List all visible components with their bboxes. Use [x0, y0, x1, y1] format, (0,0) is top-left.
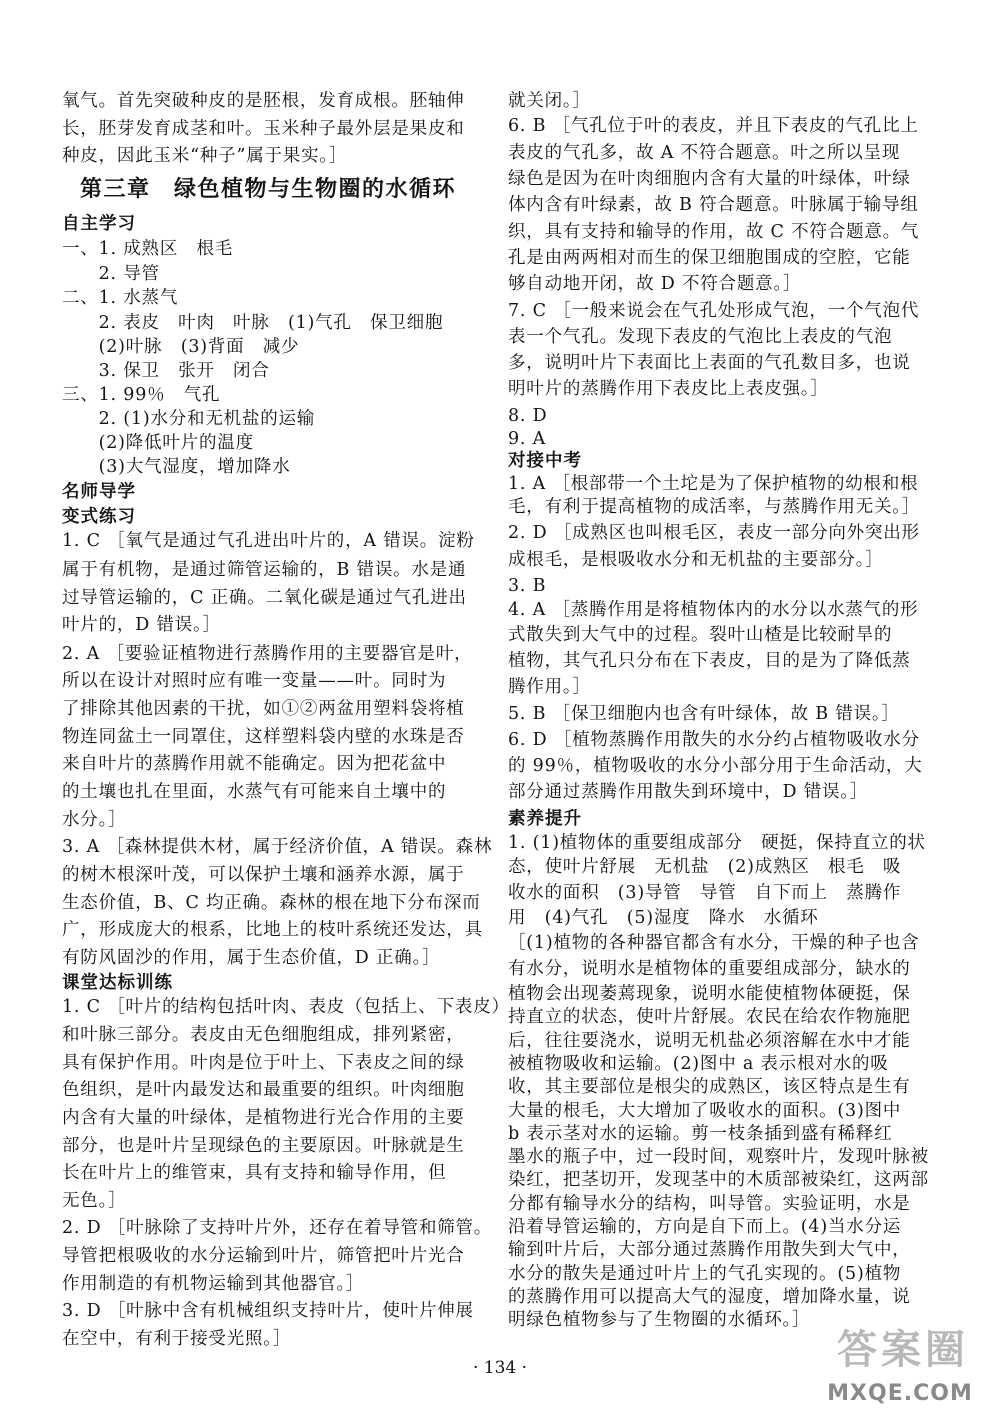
text-line: 和叶脉三部分。表皮由无色细胞组成，排列紧密， [62, 1024, 465, 1045]
text-line: 明叶片的蒸腾作用下表皮比上表皮强。］ [508, 379, 829, 400]
text-line: 分都有输导水分的结构，叫导管。实验证明，水是 [508, 1193, 911, 1214]
text-line: 3. D ［叶脉中含有机械组织支持叶片，使叶片伸展 [62, 1301, 474, 1322]
text-line: 的 99％，植物吸收的水分小部分用于生命活动，大 [508, 756, 923, 777]
text-line: ［(1)植物的各种器官都含有水分，干燥的种子也含 [508, 933, 920, 954]
chapter-title: 第三章 绿色植物与生物圈的水循环 [80, 176, 457, 202]
text-line: 有防风固沙的作用，属于生态价值，D 正确。］ [62, 947, 441, 968]
text-line: 的土壤也扎在里面，水蒸气有可能来自土壤中的 [62, 781, 447, 802]
subsection-heading: 变式练习 [62, 506, 136, 527]
text-line: 二、1. 水蒸气 [62, 288, 179, 309]
text-line: 后，往往要浇水，说明无机盐必须溶解在水中才能 [508, 1030, 911, 1051]
text-line: (3)大气湿度，增加降水 [62, 456, 291, 477]
text-line: 内含有大量的叶绿体，是植物进行光合作用的主要 [62, 1107, 465, 1128]
text-line: 3. 保卫 张开 闭合 [62, 360, 270, 381]
text-line: 毛，有利于提高植物的成活率，与蒸腾作用无关。］ [508, 497, 921, 518]
text-line: 叶片的，D 错误。］ [62, 615, 221, 636]
section-heading: 对接中考 [508, 451, 582, 472]
text-line: 收，其主要部位是根尖的成熟区，该区特点是生有 [508, 1077, 911, 1098]
text-line: 多，说明叶片下表面比上表面的气孔数目多，也说 [508, 353, 911, 374]
text-line: 2. 表皮 叶肉 叶脉 (1)气孔 保卫细胞 [62, 313, 444, 334]
section-heading: 名师导学 [62, 481, 136, 502]
text-line: 了排除其他因素的干扰，如①②两盆用塑料袋将植 [62, 699, 465, 720]
watermark-logo: 答案圈 [837, 1327, 969, 1373]
text-line: 的蒸腾作用可以提高大气的湿度，增加降水量，说 [508, 1287, 911, 1308]
text-line: (2)叶脉 (3)背面 减少 [62, 336, 300, 357]
text-line: (2)降低叶片的温度 [62, 433, 254, 454]
text-line: 输到叶片后，大部分通过蒸腾作用散失到大气中， [508, 1240, 911, 1261]
text-line: 式散失到大气中的过程。裂叶山楂是比较耐旱的 [508, 624, 893, 645]
text-line: 部分通过蒸腾作用散失到环境中，D 错误。］ [508, 782, 869, 803]
text-line: 长，胚芽发育成茎和叶。玉米种子最外层是果皮和 [62, 118, 465, 139]
text-line: 3. A ［森林提供木材，属于经济价值，A 错误。森林 [62, 837, 493, 858]
text-line: 表皮的气孔多，故 A 不符合题意。叶之所以呈现 [508, 142, 901, 163]
watermark [810, 1318, 990, 1410]
text-line: 6. D ［植物蒸腾作用散失的水分约占植物吸收水分 [508, 729, 920, 750]
text-line: 的树木根深叶茂，可以保护土壤和涵养水源，属于 [62, 864, 465, 885]
text-line: 大量的根毛，大大增加了吸收水的面积。(3)图中 [508, 1100, 902, 1121]
text-line: 氧气。首先突破种皮的是胚根，发育成根。胚轴伸 [62, 91, 465, 111]
text-line: 有水分，说明水是植物体的重要组成部分，缺水的 [508, 958, 911, 979]
page-number: · 134 · [472, 1358, 528, 1378]
text-line: 绿色是因为在叶肉细胞内含有大量的叶绿体，叶绿 [508, 168, 911, 189]
text-line: 具有保护作用。叶肉是位于叶上、下表皮之间的绿 [62, 1052, 465, 1073]
text-line: 部分，也是叶片呈现绿色的主要原因。叶脉就是生 [62, 1135, 465, 1156]
text-line: 1. (1)植物体的重要组成部分 硬挺，保持直立的状 [508, 833, 926, 854]
text-line: 织，具有支持和输导的作用，故 C 不符合题意。气 [508, 221, 920, 242]
text-line: 沿着导管运输的，方向是自下而上。(4)当水分运 [508, 1217, 902, 1238]
watermark-site: MXQE.COM [827, 1381, 973, 1406]
text-line: 成根毛，是根吸收水分和无机盐的主要部分。］ [508, 549, 884, 570]
text-line: 墨水的瓶子中，过一段时间，观察叶片，发现叶脉被 [508, 1147, 929, 1168]
text-line: 就关闭。］ [508, 91, 591, 111]
text-line: 4. A ［蒸腾作用是将植物体内的水分以水蒸气的形 [508, 600, 919, 621]
text-line: 作用制造的有机物运输到其他器官。］ [62, 1273, 365, 1294]
text-line: 广，形成庞大的根系，比地上的枝叶系统还发达，具 [62, 920, 483, 941]
text-line: 植物会出现萎蔫现象，说明水能使植物体硬挺，保 [508, 983, 911, 1004]
text-line: 态，使叶片舒展 无机盐 (2)成熟区 根毛 吸 [508, 857, 902, 878]
text-line: 够自动地开闭，故 D 不符合题意。］ [508, 274, 802, 295]
text-line: 所以在设计对照时应有唯一变量——叶。同时为 [62, 671, 447, 692]
text-line: 2. D ［成熟区也叫根毛区，表皮一部分向外突出形 [508, 523, 920, 544]
text-line: 明绿色植物参与了生物圈的水循环。］ [508, 1310, 811, 1331]
text-line: 来自叶片的蒸腾作用就不能确定。因为把花盆中 [62, 754, 447, 775]
text-line: 1. A ［根部带一个土坨是为了保护植物的幼根和根 [508, 473, 919, 494]
text-line: 长在叶片上的维管束，具有支持和输导作用，但 [62, 1163, 447, 1184]
text-line: 水分。］ [62, 809, 127, 830]
text-line: 1. C ［叶片的结构包括叶肉、表皮（包括上、下表皮） [62, 997, 510, 1018]
text-line: 无色。］ [62, 1190, 127, 1211]
text-line: 体内含有叶绿素，故 B 符合题意。叶脉属于输导组 [508, 195, 919, 216]
text-line: b 表示茎对水的运输。剪一枝条插到盛有稀释红 [508, 1123, 893, 1144]
text-line: 植物，其气孔只分布在下表皮，目的是为了降低蒸 [508, 650, 911, 671]
text-line: 属于有机物，是通过筛管运输的，B 错误。水是通 [62, 559, 467, 580]
text-line: 染红，把茎切开，发现茎中的木质部被染红，这两部 [508, 1170, 929, 1191]
text-line: 孔是由两两相对而生的保卫细胞围成的空腔，它能 [508, 247, 911, 268]
text-line: 色组织，是叶内最发达和最重要的组织。叶肉细胞 [62, 1080, 465, 1101]
text-line: 用 (4)气孔 (5)湿度 降水 水循环 [508, 908, 819, 929]
text-line: 在空中，有利于接受光照。］ [62, 1329, 292, 1349]
text-line: 6. B ［气孔位于叶的表皮，并且下表皮的气孔比上 [508, 116, 919, 137]
text-line: 8. D [508, 405, 548, 426]
text-line: 表一个气孔。发现下表皮的气泡比上表皮的气泡 [508, 326, 893, 347]
subsection-heading: 课堂达标训练 [62, 972, 173, 993]
text-line: 1. C ［氧气是通过气孔进出叶片的，A 错误。淀粉 [62, 531, 475, 552]
text-line: 生态价值，B、C 均正确。森林的根在地下分布深而 [62, 892, 481, 913]
text-line: 水分的散失是通过叶片上的气孔实现的。(5)植物 [508, 1263, 902, 1284]
text-line: 2. A ［要验证植物进行蒸腾作用的主要器官是叶， [62, 643, 473, 664]
text-line: 过导管运输的，C 正确。二氧化碳是通过气孔进出 [62, 587, 467, 608]
text-line: 物连同盆土一同罩住，这样塑料袋内壁的水珠是否 [62, 726, 465, 747]
text-line: 7. C ［一般来说会在气孔处形成气泡，一个气泡代 [508, 300, 920, 321]
text-line: 5. B ［保卫细胞内也含有叶绿体，故 B 错误。］ [508, 703, 900, 724]
text-line: 3. B [508, 575, 547, 596]
text-line: 2. D ［叶脉除了支持叶片外，还存在着导管和筛管。 [62, 1218, 493, 1239]
text-line: 种皮，因此玉米“种子”属于果实。］ [62, 146, 348, 167]
text-line: 2. 导管 [62, 263, 160, 284]
text-line: 三、1. 99％ 气孔 [62, 385, 221, 406]
text-line: 被植物吸收和运输。(2)图中 a 表示根对水的吸 [508, 1053, 889, 1074]
text-line: 腾作用。］ [508, 677, 591, 698]
text-line: 2. (1)水分和无机盐的运输 [62, 409, 316, 430]
section-heading: 自主学习 [62, 213, 136, 234]
text-line: 9. A [508, 429, 547, 450]
text-line: 收水的面积 (3)导管 导管 自下而上 蒸腾作 [508, 882, 902, 903]
section-heading: 素养提升 [508, 808, 582, 829]
text-line: 持直立的状态，使叶片舒展。农民在给农作物施肥 [508, 1007, 911, 1028]
text-line: 一、1. 成熟区 根毛 [62, 238, 234, 259]
text-line: 导管把根吸收的水分运输到叶片，筛管把叶片光合 [62, 1246, 465, 1267]
